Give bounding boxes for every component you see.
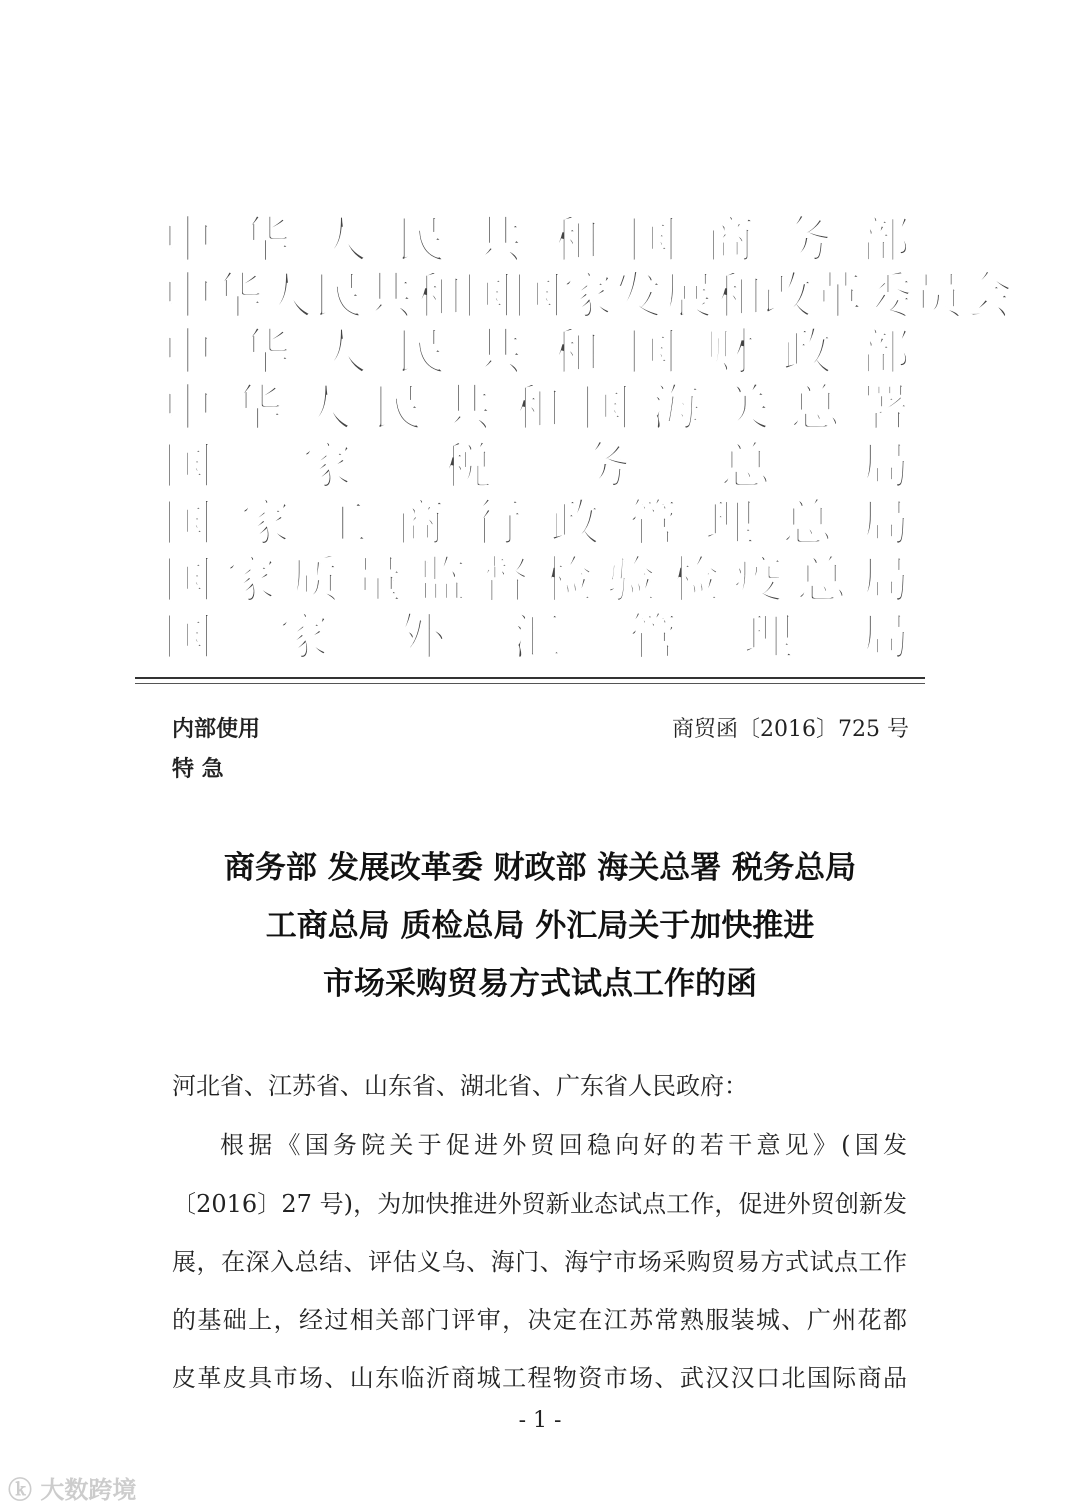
doc-number: 商贸函〔2016〕725 号 bbox=[672, 717, 909, 742]
issuer-name: 国 家 质 量 监 督 检 验 检 疫 总 局 bbox=[163, 551, 910, 609]
watermark-icon: ⓚ bbox=[8, 1476, 41, 1504]
issuer-line bbox=[163, 438, 910, 494]
issuer-line bbox=[163, 267, 1013, 325]
issuer-name: 中 华 人 民 共 和 国 海 关 总 署 bbox=[163, 379, 910, 437]
body-line: 〔2016〕27 号)，为加快推进外贸新业态试点工作，促进外贸创新发 bbox=[172, 1190, 907, 1218]
issuer-line bbox=[163, 324, 910, 380]
issuer-line bbox=[163, 552, 910, 608]
issuer-line bbox=[163, 609, 910, 665]
issuer-name: 中 华 人 民 共 和 国 商 务 部 bbox=[163, 211, 910, 269]
watermark-text: 大数跨境 bbox=[40, 1476, 137, 1504]
watermark-logo bbox=[8, 1470, 136, 1505]
doc-title-line: 商务部 发展改革委 财政部 海关总署 税务总局 bbox=[223, 850, 857, 886]
issuer-name: 国 家 税 务 总 局 bbox=[163, 437, 910, 495]
body-line: 的基础上，经过相关部门评审，决定在江苏常熟服装城、广州花都 bbox=[172, 1306, 907, 1334]
header-rule bbox=[135, 677, 925, 679]
urgency: 特 急 bbox=[172, 756, 224, 782]
header-rule-thin bbox=[135, 683, 925, 684]
issuer-name: 中 华 人 民 共 和 国 财 政 部 bbox=[163, 323, 910, 381]
doc-title-line: 工商总局 质检总局 外汇局关于加快推进 bbox=[265, 908, 815, 944]
issuer-name: 中 华 人 民 共 和 国 国 家 发 展 和 改 革 委 员 会 bbox=[163, 267, 1013, 325]
body-line: 展，在深入总结、评估义乌、海门、海宁市场采购贸易方式试点工作 bbox=[172, 1248, 907, 1276]
addressee: 河北省、江苏省、山东省、湖北省、广东省人民政府： bbox=[172, 1072, 748, 1100]
doc-title-line: 市场采购贸易方式试点工作的函 bbox=[323, 966, 757, 1002]
page-number: - 1 - bbox=[518, 1408, 562, 1433]
issuer-line bbox=[163, 495, 910, 551]
body-line: 根据《国务院关于促进外贸回稳向好的若干意见》(国发 bbox=[220, 1131, 907, 1159]
issuer-line bbox=[163, 380, 910, 436]
issuer-line bbox=[163, 212, 910, 268]
classification: 内部使用 bbox=[172, 716, 261, 742]
issuer-name: 国 家 外 汇 管 理 局 bbox=[163, 608, 910, 666]
issuer-name: 国 家 工 商 行 政 管 理 总 局 bbox=[163, 494, 910, 552]
body-line: 皮革皮具市场、山东临沂商城工程物资市场、武汉汉口北国际商品 bbox=[172, 1364, 907, 1392]
